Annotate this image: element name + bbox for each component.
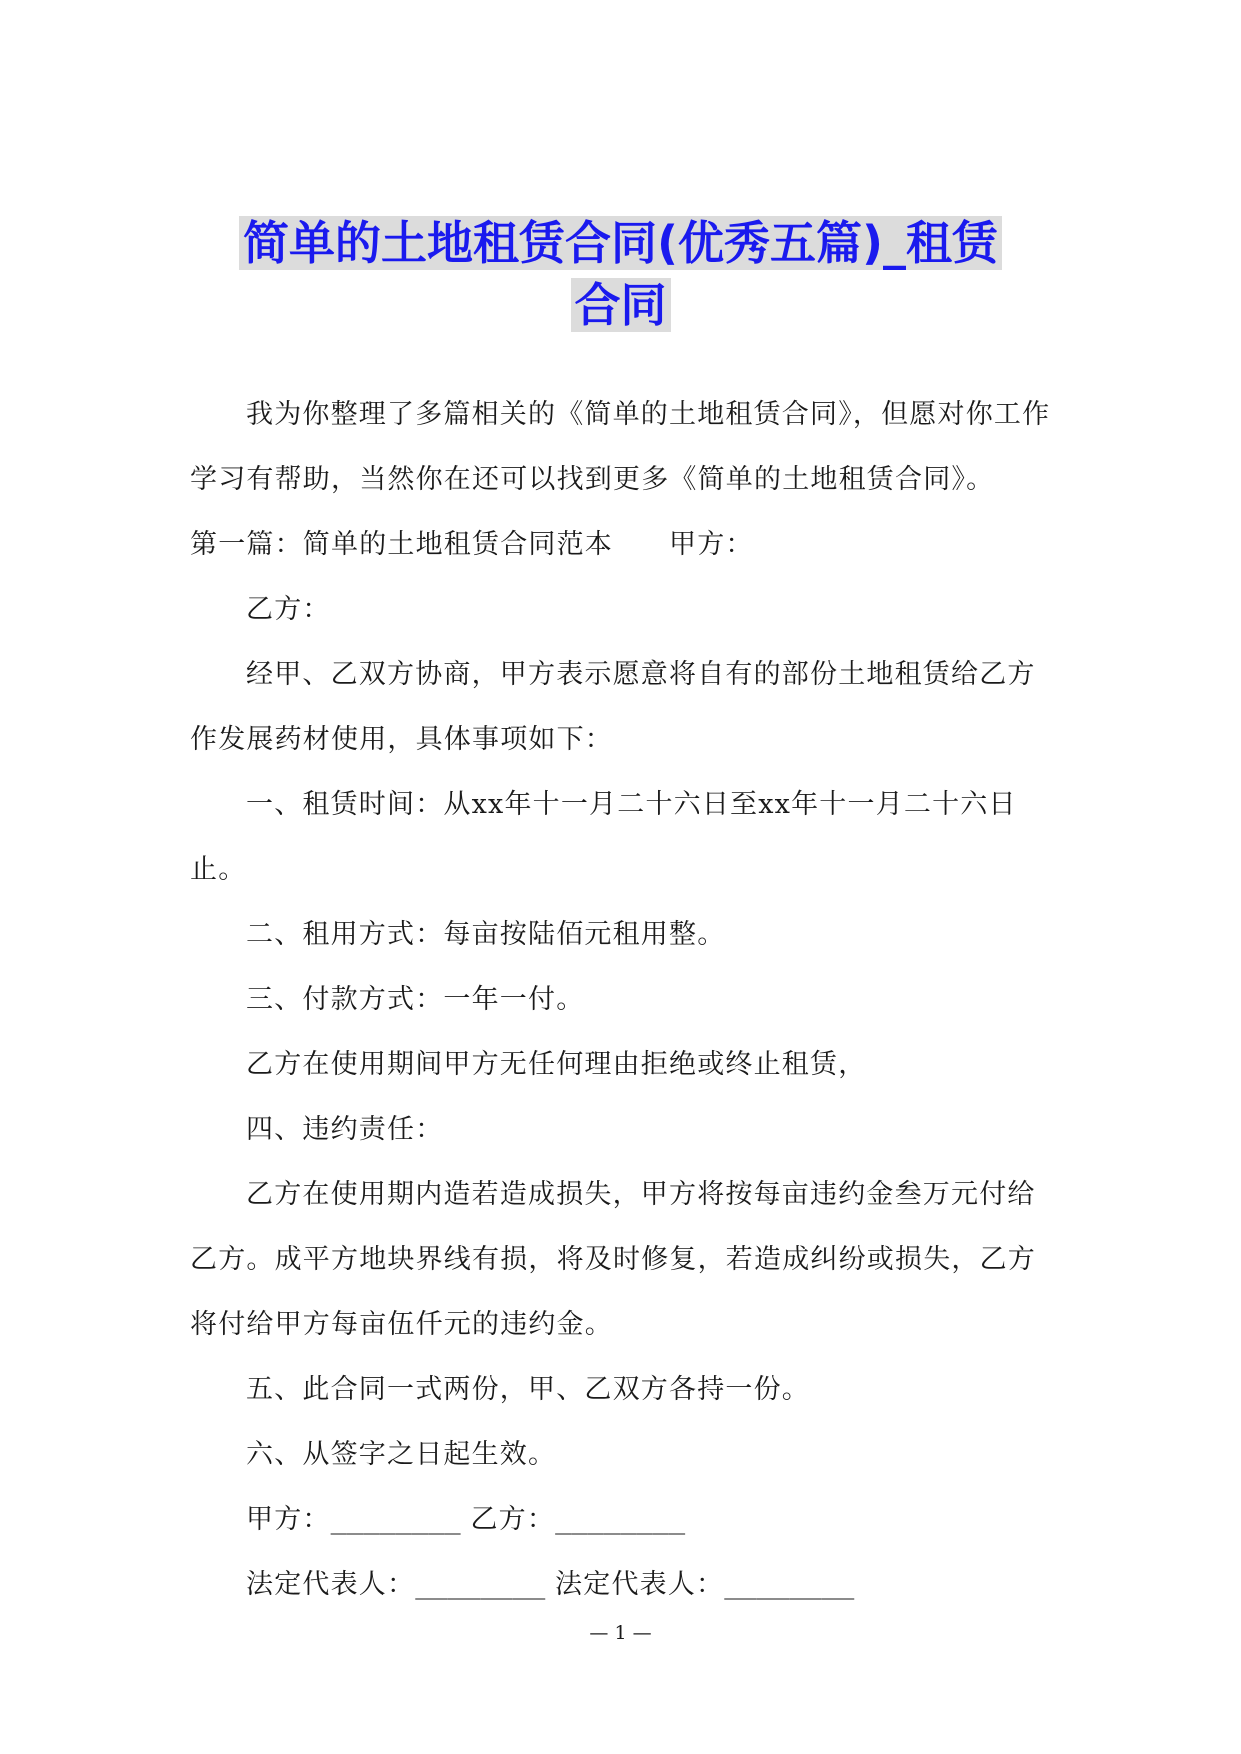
- clause-3-note: 乙方在使用期间甲方无任何理由拒绝或终止租赁，: [246, 1049, 867, 1080]
- first-section-heading: 第一篇：简单的土地租赁合同范本: [190, 529, 613, 560]
- signature-line-representatives: [190, 1552, 1058, 1617]
- sig-party-a-blank: ________: [330, 1504, 461, 1535]
- party-b-paragraph: 乙方：: [246, 594, 331, 625]
- clause-6: 六、从签字之日起生效。: [246, 1439, 557, 1470]
- clause-4-detail: 乙方在使用期内造若造成损失，甲方将按每亩违约金叁万元付给乙方。成平方地块界线有损，将及时修复，若造成纠纷或损失，乙方将付给甲方每亩伍仟元的违约金。: [190, 1179, 1036, 1340]
- document-body: [190, 382, 1058, 1617]
- sig-party-b-label: 乙方：: [470, 1504, 556, 1535]
- sig-rep-b-blank: ________: [724, 1569, 855, 1600]
- title-line-2-text: 合同: [571, 278, 671, 332]
- clause-4: 四、违约责任：: [246, 1114, 444, 1145]
- signature-line-parties: [190, 1487, 1058, 1552]
- title-line-1-text: 简单的土地租赁合同(优秀五篇)_租赁: [239, 216, 1002, 270]
- page-number: — 1 —: [589, 1622, 652, 1644]
- sig-rep-a-label: 法定代表人：: [246, 1569, 416, 1600]
- clause-3: 三、付款方式：一年一付。: [246, 984, 585, 1015]
- clause-5: 五、此合同一式两份，甲、乙双方各持一份。: [246, 1374, 810, 1405]
- document-title: [150, 212, 1091, 336]
- sig-rep-a-blank: ________: [415, 1569, 546, 1600]
- clause-1: 一、租赁时间：从xx年十一月二十六日至xx年十一月二十六日止。: [190, 789, 1017, 885]
- sig-rep-b-label: 法定代表人：: [555, 1569, 725, 1600]
- title-line-1: [150, 212, 1091, 274]
- clause-2: 二、租用方式：每亩按陆佰元租用整。: [246, 919, 726, 950]
- first-section-heading-line: [190, 512, 1058, 577]
- consult-paragraph: 经甲、乙双方协商，甲方表示愿意将自有的部份土地租赁给乙方作发展药材使用，具体事项如下：: [190, 659, 1036, 755]
- sig-party-b-blank: ________: [555, 1504, 686, 1535]
- title-line-2: [150, 274, 1091, 336]
- intro-paragraph: 我为你整理了多篇相关的《简单的土地租赁合同》，但愿对你工作学习有帮助，当然你在还可以找到更多《简单的土地租赁合同》。: [190, 399, 1051, 495]
- sig-party-a-label: 甲方：: [246, 1504, 331, 1535]
- party-a-heading: 甲方：: [669, 529, 754, 560]
